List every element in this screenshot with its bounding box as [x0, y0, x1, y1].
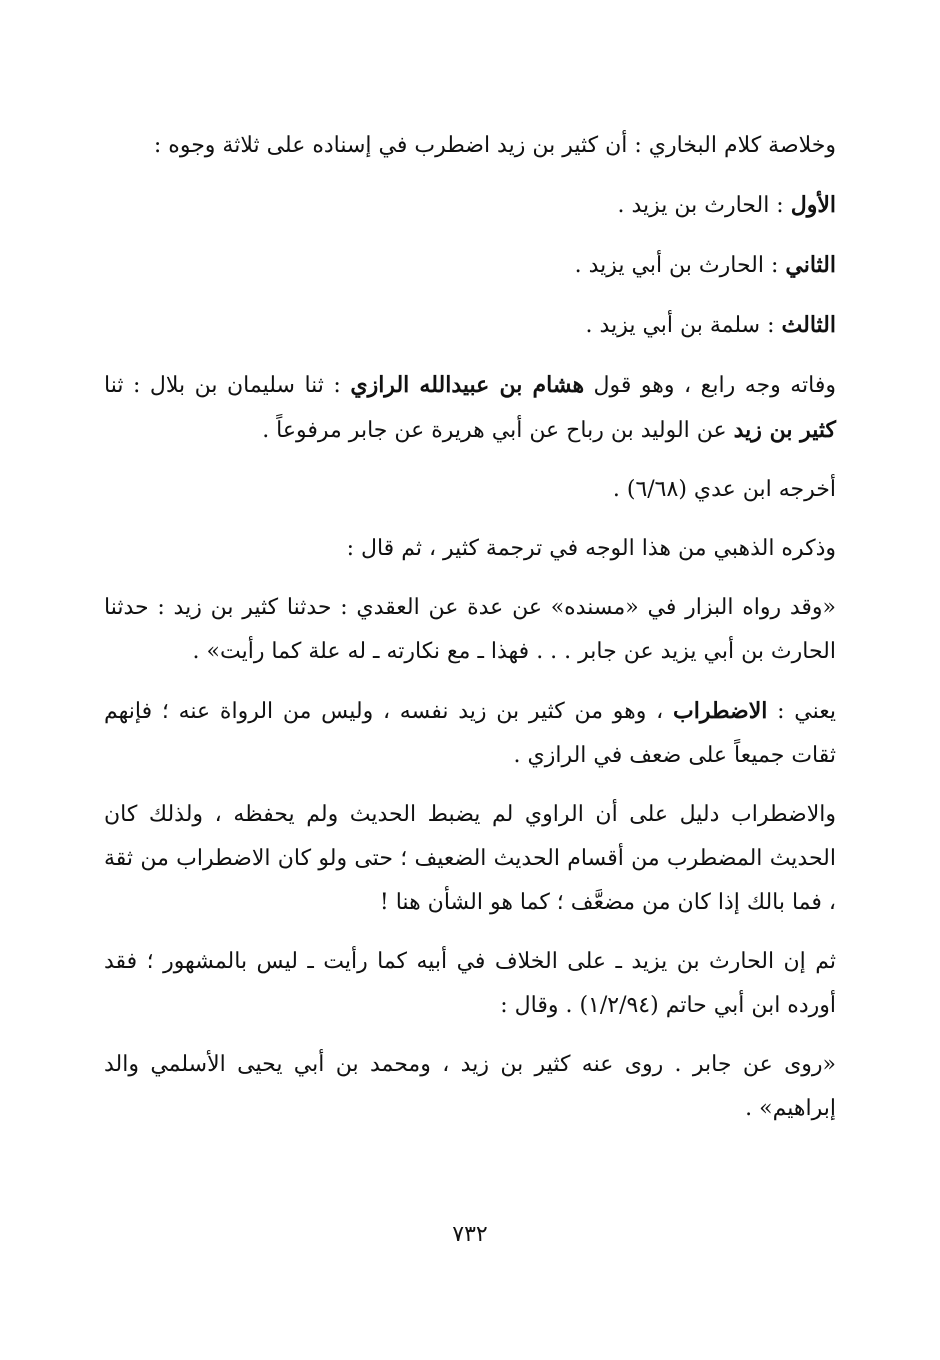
- paragraph: [104, 1043, 836, 1131]
- paragraph: [104, 689, 836, 778]
- paragraph: [104, 586, 836, 674]
- text-run: : الحارث بن يزيد .: [617, 193, 791, 218]
- text-run: : سلمة بن أبي يزيد .: [585, 313, 782, 338]
- paragraph: [104, 527, 836, 571]
- text-run: وذكره الذهبي من هذا الوجه في ترجمة كثير ، ثم قال :: [346, 536, 836, 561]
- paragraph: [104, 363, 836, 453]
- paragraph: [104, 124, 836, 168]
- text-run: والاضطراب دليل على أن الراوي لم يضبط الحديث ولم يحفظه ، ولذلك كان الحديث المضطرب من أقسام الحديث الضعيف ؛ حتى ولو كان الاضطراب من ثقة ، فما بالك إذا كان من مضعَّف ؛ كما هو الشأن هنا !: [104, 802, 836, 915]
- text-run: عن الوليد بن رباح عن أبي هريرة عن جابر مرفوعاً .: [262, 418, 734, 443]
- paragraph: [104, 940, 836, 1028]
- bold-text: الثاني: [785, 252, 836, 278]
- text-run: وفاته وجه رابع ، وهو قول: [584, 373, 836, 398]
- text-run: : الحارث بن أبي يزيد .: [574, 253, 786, 278]
- text-run: : ثنا سليمان بن بلال : ثنا: [104, 373, 351, 398]
- page-number: ٧٣٢: [452, 1222, 488, 1247]
- bold-text: كثير بن زيد: [733, 417, 836, 443]
- paragraph: [104, 183, 836, 228]
- text-run: وخلاصة كلام البخاري : أن كثير بن زيد اضطرب في إسناده على ثلاثة وجوه :: [153, 133, 836, 158]
- bold-text: هشام بن عبيدالله الرازي: [350, 372, 585, 398]
- bold-text: الثالث: [781, 312, 836, 338]
- text-run: ، وهو من كثير بن زيد نفسه ، وليس من الرواة عنه ؛ فإنهم ثقات جميعاً على ضعف في الرازي .: [104, 699, 836, 768]
- paragraph: [104, 793, 836, 925]
- page-body: [104, 124, 836, 1131]
- bold-text: الاضطراب: [673, 698, 768, 724]
- text-run: «وقد رواه البزار في «مسنده» عن عدة عن العقدي : حدثنا كثير بن زيد : حدثنا الحارث بن أبي يزيد عن جابر . . . فهذا ـ مع نكارته ـ له علة كما رأيت» .: [104, 595, 836, 664]
- paragraph: [104, 468, 836, 512]
- paragraph: [104, 243, 836, 288]
- text-run: ثم إن الحارث بن يزيد ـ على الخلاف في أبيه كما رأيت ـ ليس بالمشهور ؛ فقد أورده ابن أبي حاتم (١/٢/٩٤) . وقال :: [104, 949, 836, 1018]
- paragraph: [104, 303, 836, 348]
- bold-text: الأول: [790, 192, 836, 218]
- text-run: أخرجه ابن عدي (٦/٦٨) .: [612, 477, 836, 502]
- text-run: «روى عن جابر . روى عنه كثير بن زيد ، ومحمد بن أبي يحيى الأسلمي والد إبراهيم» .: [104, 1052, 836, 1121]
- text-run: يعني :: [767, 699, 836, 724]
